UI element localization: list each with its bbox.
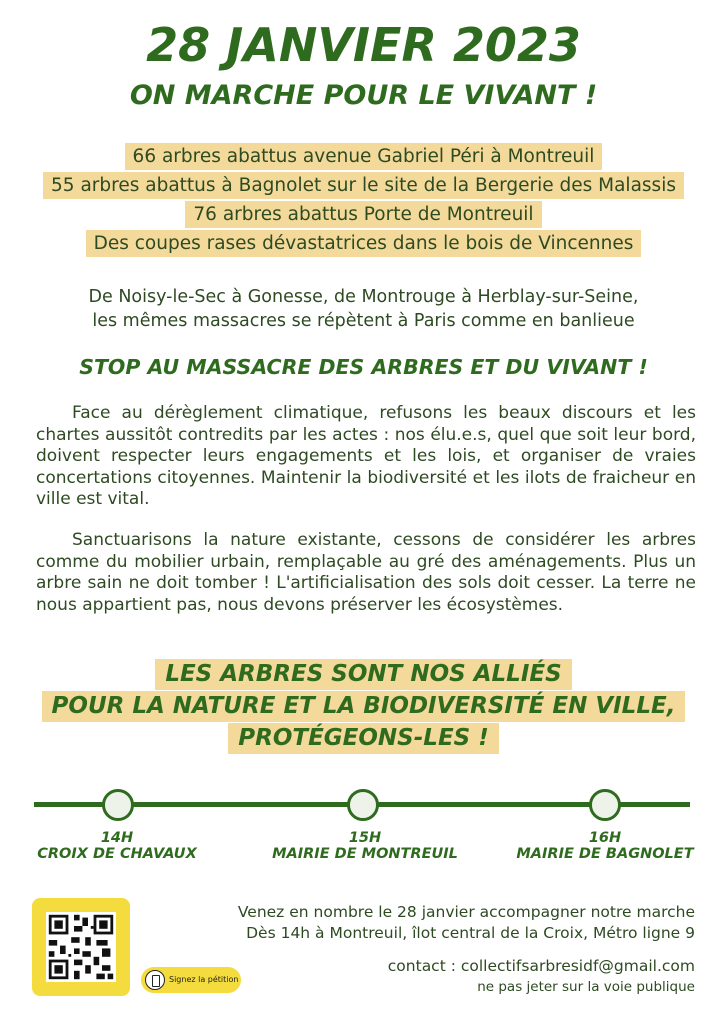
timeline-stop <box>255 830 475 862</box>
slogan-line <box>0 659 727 690</box>
highlight-item: 55 arbres abattus à Bagnolet sur le site de la Bergerie des Malassis <box>43 172 684 199</box>
stop-place: MAIRIE DE BAGNOLET <box>516 846 694 863</box>
footer-location-line: Dès 14h à Montreuil, îlot central de la Croix, Métro ligne 9 <box>246 924 695 942</box>
stop-time: 16H <box>588 830 622 846</box>
highlight-row <box>0 230 727 257</box>
intro-text <box>0 286 727 333</box>
disposal-notice: ne pas jeter sur la voie publique <box>477 979 695 995</box>
event-date-title: 28 JANVIER 2023 <box>146 18 581 72</box>
paragraph-climate: Face au dérèglement climatique, refusons les beaux discours et les chartes aussitôt contredits par les actes : nos élu.e.s, quel que soit leur bord, doivent respecter leurs engagements et les lois, et organiser de vraies concertations citoyennes. Maintenir la biodiversité et les ilots de fraicheur en ville est vital. <box>36 403 696 510</box>
highlight-row <box>0 143 727 170</box>
timeline-stop-marker <box>102 789 134 821</box>
slogan-text: PROTÉGEONS-LES ! <box>228 723 498 754</box>
contact-email: contact : collectifsarbresidf@gmail.com <box>387 957 695 975</box>
timeline-stop-marker <box>347 789 379 821</box>
stop-place: CROIX DE CHAVAUX <box>37 846 197 863</box>
stop-place: MAIRIE DE MONTREUIL <box>272 846 458 863</box>
highlight-row <box>0 172 727 199</box>
stop-heading: STOP AU MASSACRE DES ARBRES ET DU VIVANT ! <box>79 355 648 379</box>
petition-label: Signez la pétition <box>169 975 239 984</box>
qr-code-frame[interactable] <box>32 898 130 996</box>
highlight-item: Des coupes rases dévastatrices dans le bois de Vincennes <box>86 230 642 257</box>
paragraph-nature: Sanctuarisons la nature existante, cessons de considérer les arbres comme du mobilier urbain, remplaçable au gré des aménagements. Plus un arbre sain ne doit tomber ! L'artificialisation des sols doit cesser. La terre ne nous appartient pas, nous devons préserver les écosystèmes. <box>36 530 696 615</box>
timeline-stop <box>495 830 715 862</box>
highlight-item: 76 arbres abattus Porte de Montreuil <box>185 201 541 228</box>
qr-code-icon[interactable] <box>46 912 116 982</box>
footer-invite-line: Venez en nombre le 28 janvier accompagner notre marche <box>237 903 695 921</box>
stop-time: 15H <box>348 830 382 846</box>
intro-line: les mêmes massacres se répètent à Paris comme en banlieue <box>92 310 635 331</box>
timeline-stop-marker <box>589 789 621 821</box>
slogan-text: POUR LA NATURE ET LA BIODIVERSITÉ EN VILLE, <box>42 691 686 722</box>
petition-button[interactable] <box>141 967 241 993</box>
slogan-text: LES ARBRES SONT NOS ALLIÉS <box>155 659 571 690</box>
timeline-stop <box>7 830 227 862</box>
phone-icon <box>145 970 165 990</box>
highlight-item: 66 arbres abattus avenue Gabriel Péri à Montreuil <box>125 143 603 170</box>
stop-time: 14H <box>100 830 134 846</box>
intro-line: De Noisy-le-Sec à Gonesse, de Montrouge à Herblay-sur-Seine, <box>88 287 639 307</box>
event-subtitle: ON MARCHE POUR LE VIVANT ! <box>129 80 598 111</box>
highlight-row <box>0 201 727 228</box>
slogan-line <box>0 723 727 754</box>
slogan-line <box>0 691 727 722</box>
